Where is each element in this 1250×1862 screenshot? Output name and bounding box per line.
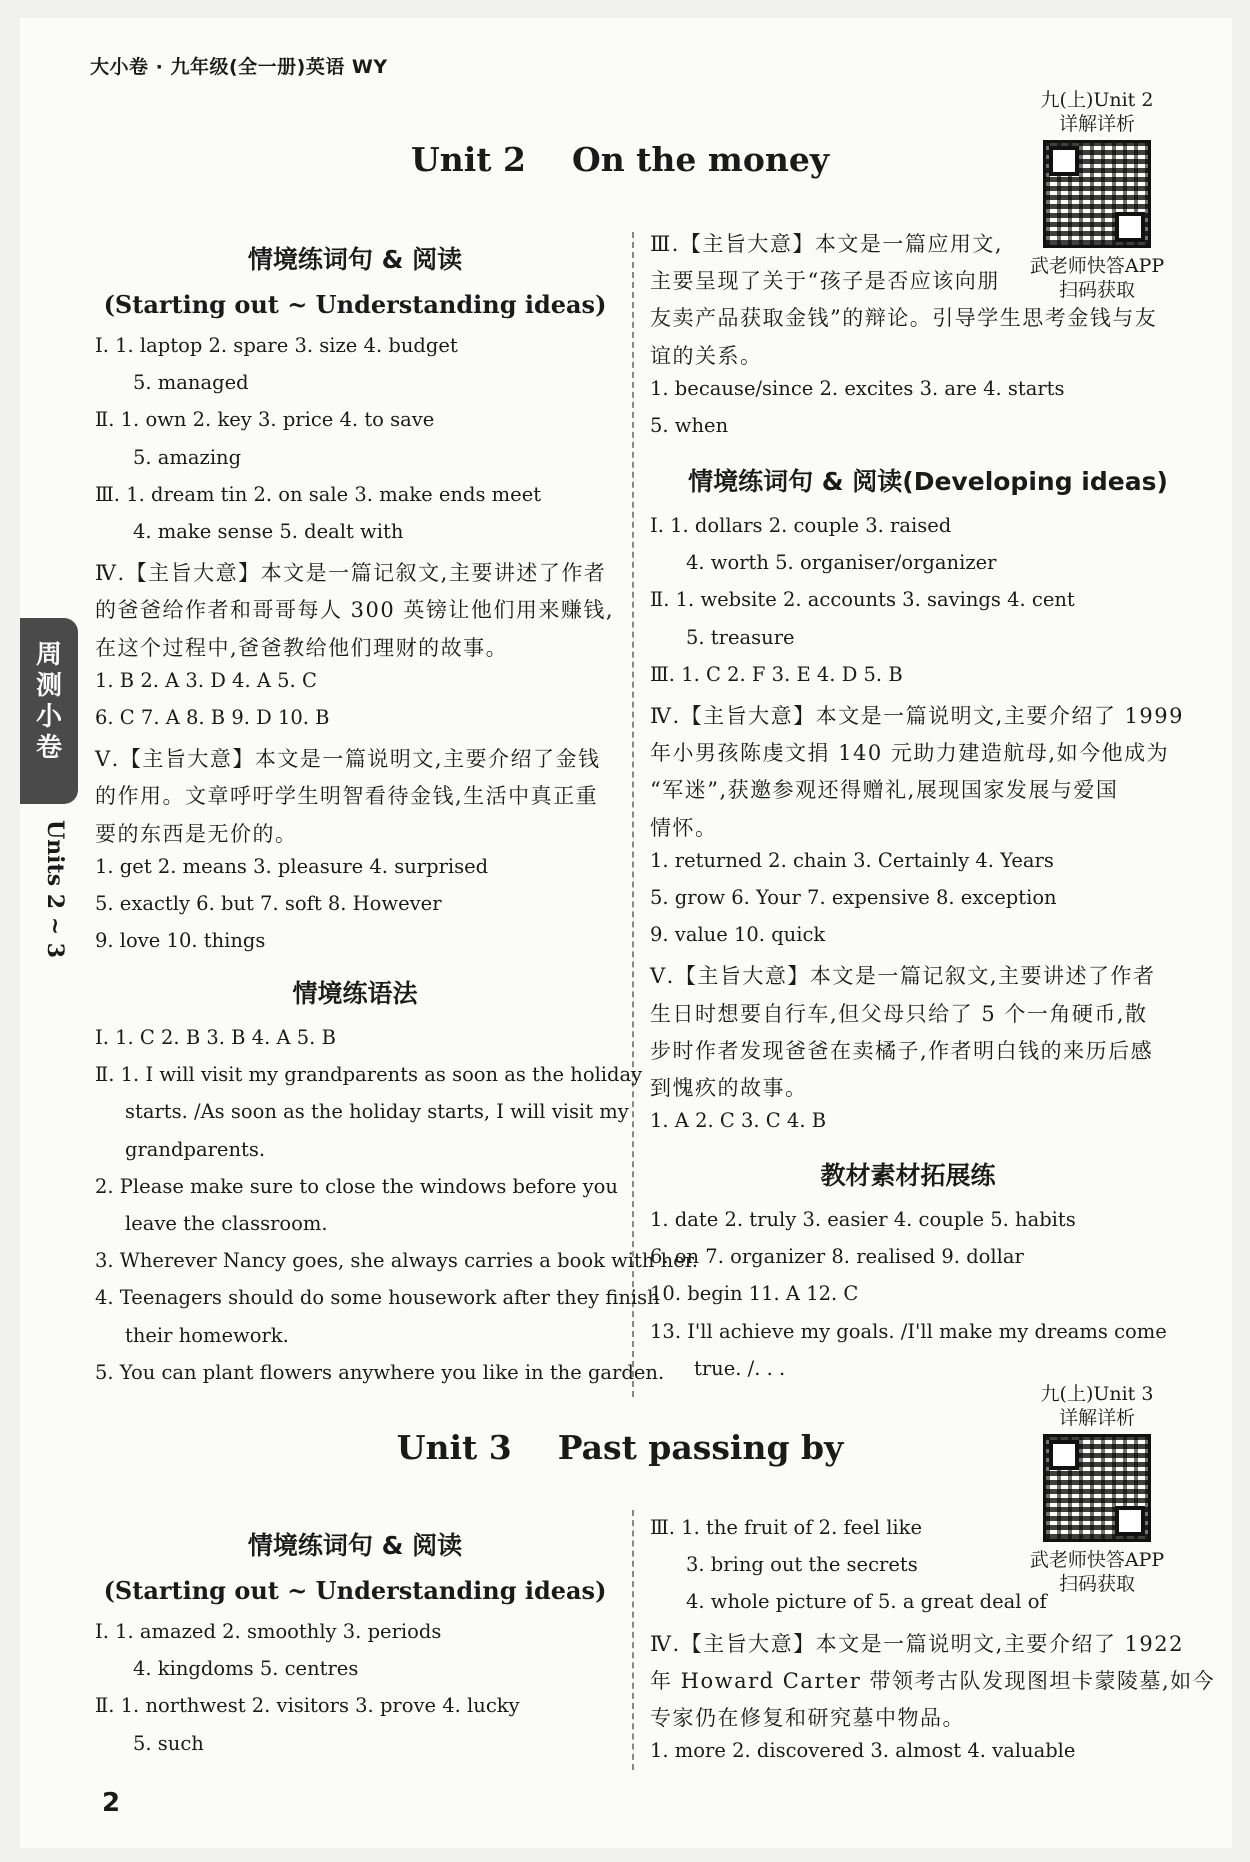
- answer-line: 年小男孩陈虔文捐 140 元助力建造航母,如今他成为: [650, 741, 1170, 766]
- answer-line: Ⅰ. 1. laptop 2. spare 3. size 4. budget: [95, 334, 458, 357]
- answer-line: Ⅱ. 1. website 2. accounts 3. savings 4. cent: [650, 588, 1075, 612]
- answer-line: 1. more 2. discovered 3. almost 4. valuable: [650, 1739, 1076, 1763]
- answer-line: 1. returned 2. chain 3. Certainly 4. Years: [650, 848, 1054, 872]
- answer-line: 生日时想要自行车,但父母只给了 5 个一角硬币,散: [650, 1001, 1148, 1026]
- unit2-qr-line1: 九(上)Unit 2: [1040, 89, 1154, 111]
- answer-line: Ⅴ.【主旨大意】本文是一篇记叙文,主要讲述了作者: [650, 964, 1156, 989]
- answer-line: 在这个过程中,爸爸教给他们理财的故事。: [95, 635, 509, 660]
- answer-line: 9. love 10. things: [95, 929, 266, 953]
- answer-line: Ⅳ.【主旨大意】本文是一篇说明文,主要介绍了 1999: [650, 704, 1184, 728]
- unit2-qr-line4: 扫码获取: [1058, 279, 1135, 301]
- answer-line: Ⅳ.【主旨大意】本文是一篇说明文,主要介绍了 1922: [650, 1631, 1184, 1656]
- answer-line: Ⅰ. 1. C 2. B 3. B 4. A 5. B: [95, 1026, 336, 1049]
- answer-line: “军迷”,获邀参观还得赠礼,展现国家发展与爱国: [650, 778, 1119, 803]
- side-tab-label: 周测小卷: [35, 640, 62, 763]
- side-tab: [20, 618, 78, 804]
- answer-line: 1. date 2. truly 3. easier 4. couple 5. habits: [650, 1208, 1076, 1231]
- answer-line: 5. such: [133, 1731, 204, 1755]
- answer-line: 10. begin 11. A 12. C: [650, 1282, 859, 1306]
- u2-section4-title: 教材素材拓展练: [820, 1161, 996, 1190]
- page-header: 大小卷 · 九年级(全一册)英语 WY: [90, 56, 388, 78]
- answer-line: Ⅰ. 1. dollars 2. couple 3. raised: [650, 514, 952, 537]
- answer-line: grandparents.: [125, 1137, 266, 1161]
- answer-line: 的爸爸给作者和哥哥每人 300 英镑让他们用来赚钱,: [95, 598, 615, 623]
- answer-line: Ⅰ. 1. amazed 2. smoothly 3. periods: [95, 1620, 442, 1643]
- unit3-qr-line3: 武老师快答APP: [1029, 1549, 1165, 1571]
- answer-line: 1. because/since 2. excites 3. are 4. starts: [650, 376, 1065, 400]
- answer-line: 友卖产品获取金钱”的辩论。引导学生思考金钱与友: [650, 306, 1158, 331]
- unit2-qr-code-icon: [1043, 140, 1151, 248]
- answer-line: true. /. . .: [694, 1356, 786, 1380]
- answer-line: 5. amazing: [133, 445, 242, 469]
- unit2-qr-line3: 武老师快答APP: [1029, 255, 1165, 277]
- page-number: 2: [102, 1788, 121, 1818]
- unit3-qr-code-icon: [1043, 1434, 1151, 1542]
- answer-line: 5. exactly 6. but 7. soft 8. However: [95, 892, 442, 915]
- answer-line: leave the classroom.: [125, 1212, 328, 1235]
- answer-line: 4. whole picture of 5. a great deal of: [686, 1590, 1047, 1614]
- answer-line: starts. /As soon as the holiday starts, I will visit my: [125, 1100, 629, 1124]
- unit3-title: Unit 3 Past passing by: [396, 1428, 844, 1467]
- unit2-qr-box: [1012, 88, 1182, 302]
- answer-line: 4. kingdoms 5. centres: [133, 1657, 359, 1681]
- answer-line: 5. treasure: [686, 625, 795, 649]
- answer-line: Ⅱ. 1. northwest 2. visitors 3. prove 4. lucky: [95, 1694, 520, 1718]
- answer-line: 4. Teenagers should do some housework after they finish: [95, 1286, 660, 1310]
- answer-line: 5. grow 6. Your 7. expensive 8. exception: [650, 886, 1057, 909]
- u2-section3-title: 情境练词句 & 阅读(Developing ideas): [688, 467, 1168, 496]
- unit3-qr-line4: 扫码获取: [1058, 1573, 1135, 1595]
- answer-line: Ⅲ. 1. the fruit of 2. feel like: [650, 1516, 923, 1539]
- u2-section1-subtitle: (Starting out ~ Understanding ideas): [103, 290, 607, 319]
- answer-line: 2. Please make sure to close the windows before you: [95, 1174, 618, 1198]
- answer-line: 9. value 10. quick: [650, 923, 826, 947]
- answer-line: 要的东西是无价的。: [95, 821, 298, 846]
- answer-line: 步时作者发现爸爸在卖橘子,作者明白钱的来历后感: [650, 1038, 1154, 1063]
- unit3-qr-box: [1012, 1382, 1182, 1596]
- answer-line: 5. when: [650, 414, 729, 437]
- answer-line: Ⅲ. 1. C 2. F 3. E 4. D 5. B: [650, 662, 903, 686]
- unit2-qr-line2: 详解详析: [1058, 113, 1135, 135]
- answer-line: Ⅳ.【主旨大意】本文是一篇记叙文,主要讲述了作者: [95, 561, 607, 586]
- answer-line: 5. You can plant flowers anywhere you like in the garden.: [95, 1360, 665, 1384]
- answer-line: 3. Wherever Nancy goes, she always carries a book with her.: [95, 1249, 699, 1273]
- answer-line: 6. C 7. A 8. B 9. D 10. B: [95, 706, 330, 729]
- answer-line: 的作用。文章呼吁学生明智看待金钱,生活中真正重: [95, 784, 599, 809]
- unit3-qr-line2: 详解详析: [1058, 1407, 1135, 1429]
- answer-line: 6. on 7. organizer 8. realised 9. dollar: [650, 1245, 1024, 1269]
- answer-line: 1. B 2. A 3. D 4. A 5. C: [95, 668, 317, 692]
- answer-line: 谊的关系。: [650, 343, 763, 368]
- side-units-label: Units 2 ~ 3: [42, 820, 68, 959]
- answer-line: 到愧疚的故事。: [650, 1076, 808, 1100]
- u2-section2-title: 情境练语法: [292, 979, 418, 1008]
- u3-section1-title: 情境练词句 & 阅读: [247, 1531, 463, 1560]
- answer-line: 5. managed: [133, 371, 249, 395]
- u2-section1-title: 情境练词句 & 阅读: [247, 245, 463, 274]
- answer-line: 13. I'll achieve my goals. /I'll make my dreams come: [650, 1319, 1167, 1343]
- unit2-title: Unit 2 On the money: [411, 140, 829, 179]
- answer-line: 年 Howard Carter 带领考古队发现图坦卡蒙陵墓,如今: [650, 1668, 1216, 1693]
- column-divider-unit3: [632, 1510, 634, 1770]
- answer-line: 专家仍在修复和研究墓中物品。: [650, 1706, 965, 1730]
- answer-line: Ⅱ. 1. own 2. key 3. price 4. to save: [95, 408, 435, 432]
- column-divider: [632, 232, 634, 1397]
- answer-line: Ⅲ.【主旨大意】本文是一篇应用文,: [650, 232, 1004, 256]
- answer-line: their homework.: [125, 1323, 289, 1347]
- answer-line: 3. bring out the secrets: [686, 1553, 918, 1577]
- answer-line: Ⅲ. 1. dream tin 2. on sale 3. make ends meet: [95, 482, 542, 506]
- answer-line: 4. worth 5. organiser/organizer: [686, 551, 997, 575]
- answer-line: 1. A 2. C 3. C 4. B: [650, 1109, 827, 1133]
- answer-line: 1. get 2. means 3. pleasure 4. surprised: [95, 854, 489, 878]
- answer-line: Ⅱ. 1. I will visit my grandparents as soon as the holiday: [95, 1063, 643, 1087]
- answer-line: 主要呈现了关于“孩子是否应该向朋: [650, 269, 1000, 294]
- unit3-qr-line1: 九(上)Unit 3: [1040, 1383, 1154, 1405]
- answer-line: 情怀。: [650, 815, 718, 840]
- answer-line: Ⅴ.【主旨大意】本文是一篇说明文,主要介绍了金钱: [95, 747, 601, 772]
- u3-section1-subtitle: (Starting out ~ Understanding ideas): [103, 1576, 607, 1605]
- answer-line: 4. make sense 5. dealt with: [133, 520, 404, 543]
